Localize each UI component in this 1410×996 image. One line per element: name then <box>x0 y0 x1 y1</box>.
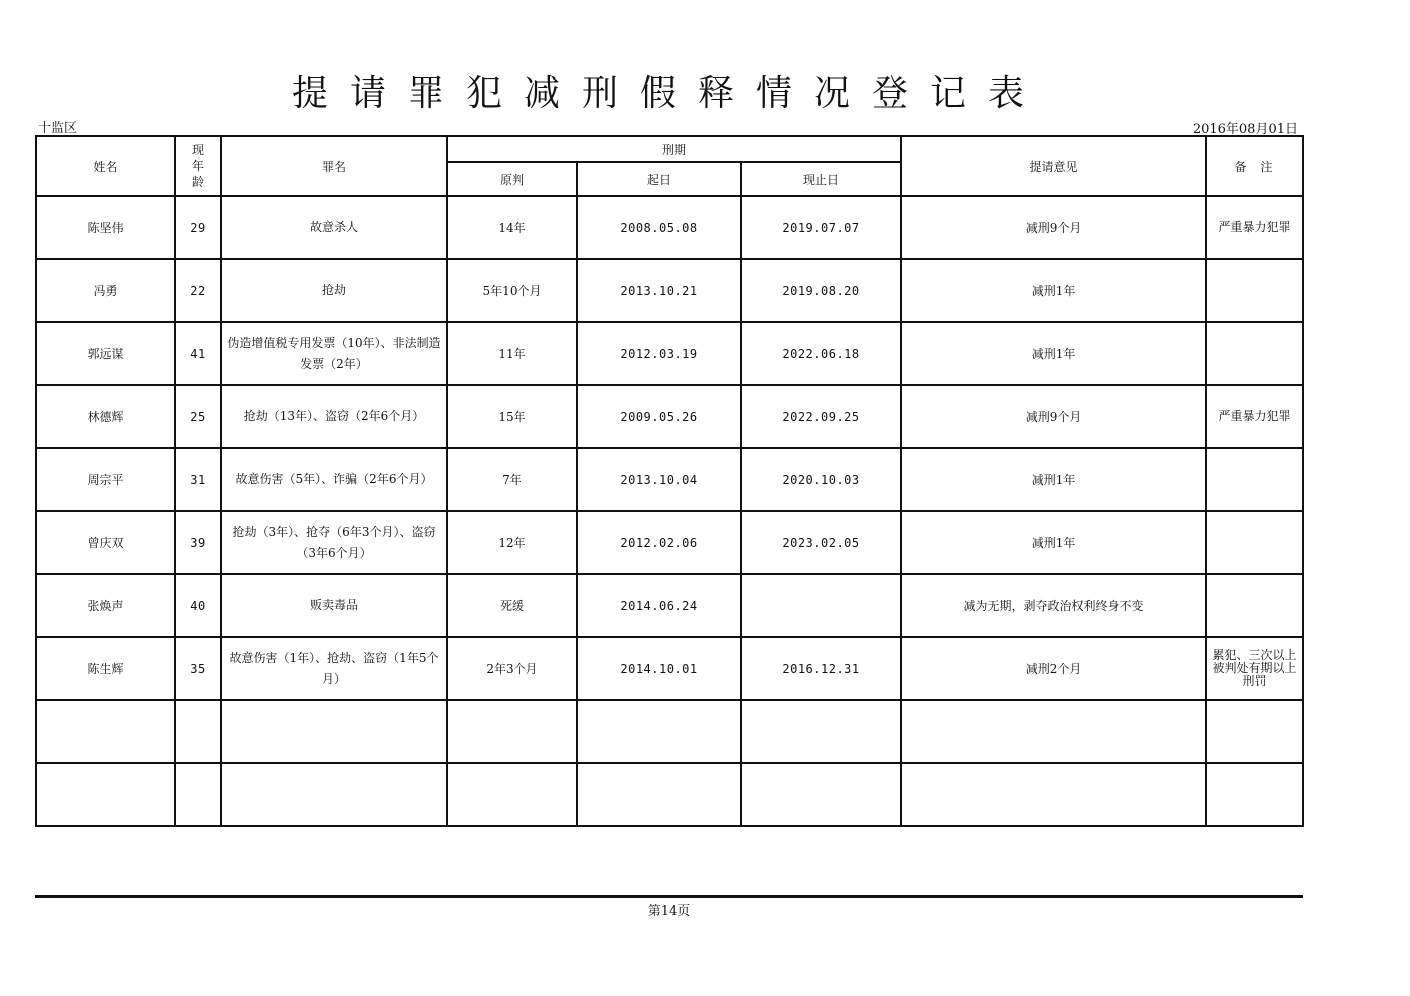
table-row <box>36 448 1303 511</box>
cell-note: 严重暴力犯罪 <box>1206 385 1303 448</box>
header-age-char-1: 现 <box>191 143 204 157</box>
header-age-char-2: 年 <box>191 159 204 173</box>
table-row <box>36 259 1303 322</box>
cell-note: 严重暴力犯罪 <box>1206 196 1303 259</box>
cell-name: 陈坚伟 <box>36 196 175 259</box>
cell-opinion: 减刑9个月 <box>901 196 1206 259</box>
cell-opinion: 减刑1年 <box>901 322 1206 385</box>
cell-start: 2014.10.01 <box>577 637 741 700</box>
cell-age: 25 <box>175 385 221 448</box>
cell-start: 2013.10.21 <box>577 259 741 322</box>
cell-note: 累犯、三次以上被判处有期以上刑罚 <box>1206 637 1303 700</box>
cell-age: 35 <box>175 637 221 700</box>
cell-original: 5年10个月 <box>447 259 577 322</box>
table-row <box>36 574 1303 637</box>
cell-age: 40 <box>175 574 221 637</box>
cell-start: 2012.02.06 <box>577 511 741 574</box>
cell-crime: 抢劫 <box>221 259 447 322</box>
cell-note <box>1206 448 1303 511</box>
cell-original <box>447 763 577 826</box>
cell-end: 2016.12.31 <box>741 637 901 700</box>
cell-name: 林德辉 <box>36 385 175 448</box>
cell-end: 2022.09.25 <box>741 385 901 448</box>
cell-crime <box>221 700 447 763</box>
cell-name <box>36 763 175 826</box>
cell-start: 2009.05.26 <box>577 385 741 448</box>
district-label: 十监区 <box>38 121 78 136</box>
cell-opinion: 减刑9个月 <box>901 385 1206 448</box>
cell-crime: 抢劫（3年）、抢夺（6年3个月）、盗窃（3年6个月） <box>221 511 447 574</box>
cell-original: 7年 <box>447 448 577 511</box>
header-age <box>175 136 221 196</box>
cell-note <box>1206 259 1303 322</box>
page-title: 提请罪犯减刑假释情况登记表 <box>291 73 1046 114</box>
cell-note <box>1206 322 1303 385</box>
cell-start: 2012.03.19 <box>577 322 741 385</box>
cell-opinion: 减刑1年 <box>901 448 1206 511</box>
cell-age: 39 <box>175 511 221 574</box>
cell-name: 郭远谋 <box>36 322 175 385</box>
header-crime: 罪名 <box>221 136 447 196</box>
cell-original: 11年 <box>447 322 577 385</box>
cell-end: 2020.10.03 <box>741 448 901 511</box>
cell-original: 15年 <box>447 385 577 448</box>
cell-age <box>175 700 221 763</box>
cell-name: 张焕声 <box>36 574 175 637</box>
cell-name: 陈生辉 <box>36 637 175 700</box>
header-opinion: 提请意见 <box>901 136 1206 196</box>
header-end: 现止日 <box>741 162 901 196</box>
report-date: 2016年08月01日 <box>1192 122 1298 137</box>
table-row <box>36 511 1303 574</box>
cell-age <box>175 763 221 826</box>
cell-age: 31 <box>175 448 221 511</box>
cell-original: 12年 <box>447 511 577 574</box>
header-original: 原判 <box>447 162 577 196</box>
cell-end <box>741 700 901 763</box>
cell-note <box>1206 700 1303 763</box>
table-row <box>36 763 1303 826</box>
cell-start <box>577 763 741 826</box>
table-row <box>36 700 1303 763</box>
cell-crime: 贩卖毒品 <box>221 574 447 637</box>
cell-opinion <box>901 700 1206 763</box>
cell-original <box>447 700 577 763</box>
cell-name: 周宗平 <box>36 448 175 511</box>
cell-end: 2022.06.18 <box>741 322 901 385</box>
register-table <box>35 135 1304 827</box>
cell-crime: 故意伤害（1年）、抢劫、盗窃（1年5个月） <box>221 637 447 700</box>
cell-age: 29 <box>175 196 221 259</box>
header-row-1 <box>36 136 1303 162</box>
cell-opinion <box>901 763 1206 826</box>
cell-start: 2014.06.24 <box>577 574 741 637</box>
cell-end <box>741 763 901 826</box>
cell-end: 2019.08.20 <box>741 259 901 322</box>
cell-age: 41 <box>175 322 221 385</box>
header-name: 姓名 <box>36 136 175 196</box>
cell-note <box>1206 511 1303 574</box>
cell-start <box>577 700 741 763</box>
cell-name: 冯勇 <box>36 259 175 322</box>
header-term: 刑期 <box>447 136 901 162</box>
cell-crime <box>221 763 447 826</box>
cell-crime: 抢劫（13年）、盗窃（2年6个月） <box>221 385 447 448</box>
cell-opinion: 减为无期，剥夺政治权利终身不变 <box>901 574 1206 637</box>
cell-crime: 故意伤害（5年）、诈骗（2年6个月） <box>221 448 447 511</box>
table-row <box>36 637 1303 700</box>
cell-note <box>1206 574 1303 637</box>
table-row <box>36 385 1303 448</box>
cell-start: 2013.10.04 <box>577 448 741 511</box>
header-note: 备注 <box>1206 136 1303 196</box>
cell-age: 22 <box>175 259 221 322</box>
cell-name <box>36 700 175 763</box>
cell-original: 2年3个月 <box>447 637 577 700</box>
cell-note <box>1206 763 1303 826</box>
cell-original: 死缓 <box>447 574 577 637</box>
header-start: 起日 <box>577 162 741 196</box>
cell-crime: 故意杀人 <box>221 196 447 259</box>
table-row <box>36 196 1303 259</box>
cell-original: 14年 <box>447 196 577 259</box>
cell-opinion: 减刑1年 <box>901 511 1206 574</box>
cell-end: 2019.07.07 <box>741 196 901 259</box>
cell-opinion: 减刑1年 <box>901 259 1206 322</box>
header-age-char-3: 龄 <box>191 175 204 189</box>
cell-name: 曾庆双 <box>36 511 175 574</box>
cell-opinion: 减刑2个月 <box>901 637 1206 700</box>
footer-rule <box>35 895 1303 898</box>
cell-end: 2023.02.05 <box>741 511 901 574</box>
cell-crime: 伪造增值税专用发票（10年）、非法制造发票（2年） <box>221 322 447 385</box>
cell-end <box>741 574 901 637</box>
cell-start: 2008.05.08 <box>577 196 741 259</box>
table-row <box>36 322 1303 385</box>
page-number: 第14页 <box>647 904 691 919</box>
